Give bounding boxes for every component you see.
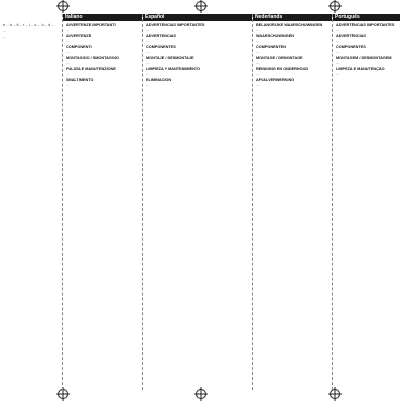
section-title: MONTAGE / DEMONTAGE	[256, 56, 303, 61]
body-paragraph: ...	[146, 61, 149, 66]
body-paragraph: ...	[146, 39, 149, 44]
body-paragraph: ...	[336, 39, 339, 44]
manual-column-0	[0, 14, 62, 390]
section-title: LIMPIEZA Y MANTENIMIENTO	[146, 67, 201, 72]
registration-mark-top-right	[330, 1, 340, 11]
section-title: AVVERTENZE	[66, 34, 92, 39]
language-header	[0, 14, 62, 21]
registration-mark-bottom-center	[196, 389, 206, 399]
body-paragraph: ...	[256, 39, 259, 44]
section-title: ADVERTÊNCIAS IMPORTANTES	[336, 23, 395, 27]
body-paragraph: ...	[336, 28, 339, 32]
body-paragraph: ...	[336, 72, 339, 77]
body-paragraph: e ... 's ... ti ... r ... l ... o ... 'u ... d ...	[3, 23, 54, 27]
section-title: BELANGRIJKE WAARSCHUWINGEN	[256, 23, 323, 27]
language-header: Nederlands	[253, 14, 332, 21]
registration-mark-bottom-right	[330, 389, 340, 399]
section-title: LIMPEZA E MANUTENÇÃO	[336, 67, 385, 72]
section-title: COMPONENTI	[66, 45, 92, 50]
component-list: ...	[66, 50, 69, 55]
section-title: MONTAGGIO / SMONTAGGIO	[66, 56, 119, 61]
body-paragraph: ...	[3, 29, 6, 34]
registration-mark-bottom-left	[58, 389, 68, 399]
body-paragraph: ...	[256, 72, 259, 77]
section-title: MONTAGEM / DESMONTAGEM	[336, 56, 392, 61]
section-title: SMALTIMENTO	[66, 78, 94, 83]
body-paragraph: ...	[146, 28, 149, 32]
body-paragraph: ...	[3, 35, 6, 40]
body-paragraph: ...	[256, 83, 259, 88]
component-list: ...	[336, 50, 339, 55]
body-paragraph: ...	[146, 72, 149, 77]
registration-mark-top-center	[196, 1, 206, 11]
section-title: MONTAJE / DESMONTAJE	[146, 56, 194, 61]
language-header: Português	[333, 14, 400, 21]
body-paragraph: ...	[66, 61, 69, 66]
section-title: PULIZIA E MANUTENZIONE	[66, 67, 116, 72]
section-title: ADVERTENCIAS IMPORTANTES	[146, 23, 205, 27]
body-paragraph: ...	[256, 61, 259, 66]
manual-column-1	[62, 14, 142, 390]
body-paragraph: ...	[256, 28, 259, 32]
section-title: COMPONENTEN	[256, 45, 286, 50]
manual-column-3	[252, 14, 332, 390]
section-title: AFVALVERWERKING	[256, 78, 295, 83]
body-paragraph: ...	[66, 28, 69, 32]
section-title: AVVERTENZE IMPORTANTI	[66, 23, 116, 27]
section-title: COMPONENTES	[336, 45, 366, 50]
section-title: REINIGING EN ONDERHOUD	[256, 67, 309, 72]
language-header: Italiano	[63, 14, 142, 21]
component-list: ...	[256, 50, 259, 55]
body-paragraph: ...	[66, 83, 69, 88]
component-list: ...	[146, 50, 149, 55]
manual-column-2	[142, 14, 252, 390]
manual-column-4	[332, 14, 400, 390]
body-paragraph: ...	[336, 61, 339, 66]
language-header: Español	[143, 14, 252, 21]
body-paragraph: ...	[66, 72, 69, 77]
section-title: COMPONENTES	[146, 45, 176, 50]
registration-mark-top-left	[58, 1, 68, 11]
section-title: ADVERTENCIAS	[146, 34, 176, 39]
section-title: ELIMINACIÓN	[146, 78, 172, 83]
body-paragraph: ...	[146, 83, 149, 88]
section-title: ADVERTÊNCIAS	[336, 34, 366, 39]
body-paragraph: ...	[66, 39, 69, 44]
section-title: WAARSCHUWINGEN	[256, 34, 294, 39]
